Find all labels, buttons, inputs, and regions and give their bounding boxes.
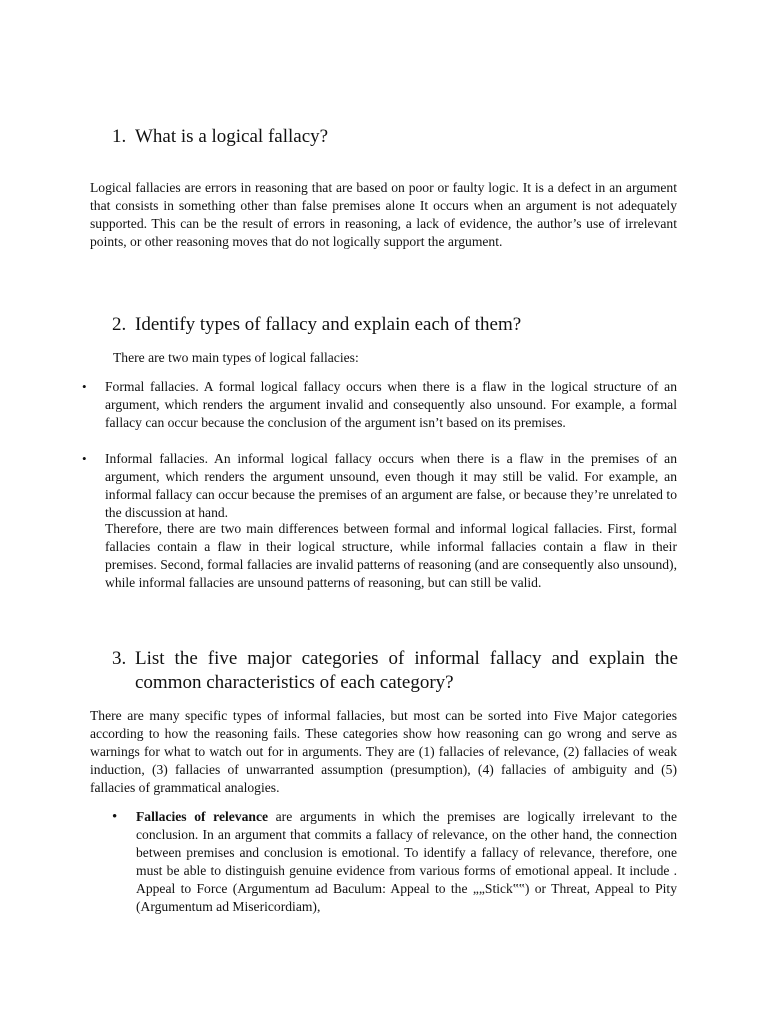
list-item-informal-fallacies: Informal fallacies. An informal logical fallacy occurs when there is a flaw in the premises of an argument, which renders the argument unsound, even though it may still be valid. For example, an informal fallacy can occur because the premises of an argument are false, or because they’re unrelated to the discussion at hand.: [105, 451, 677, 520]
bullet-marker: •: [82, 379, 87, 394]
section-2-heading: [112, 313, 682, 337]
section-1-heading: [112, 125, 682, 149]
fallacies-of-relevance-description: are arguments in which the premises are logically irrelevant to the conclusion. In an argument that commits a fallacy of relevance, on the other hand, the connection between premises and conclusion is emotional. To identify a fallacy of relevance, therefore, one must be able to distinguish genuine evidence from various forms of emotional appeal. It include . Appeal to Force (Argumentum ad Baculum: Appeal to the „„Stick‟‟) or Threat, Appeal to Pity (Argumentum ad Misericordiam),: [136, 809, 677, 914]
bullet-marker: •: [112, 809, 118, 825]
section-1-title: What is a logical fallacy?: [135, 126, 329, 147]
list-item-formal-fallacies: Formal fallacies. A formal logical fallacy occurs when there is a flaw in the logical structure of an argument, which renders the argument invalid and consequently also unsound. For example, a formal fallacy can occur because the conclusion of the argument isn’t based on its premises.: [105, 379, 677, 430]
section-1-body: Logical fallacies are errors in reasoning that are based on poor or faulty logic. It is a defect in an argument that consists in something other than false premises alone It occurs when an argument is not adequately supported. This can be the result of errors in reasoning, a lack of evidence, the author’s use of irrelevant points, or other reasoning moves that do not logically support the argument.: [90, 180, 677, 249]
list-item-fallacies-of-relevance: [136, 808, 677, 916]
bullet-marker: •: [82, 451, 87, 466]
section-2-conclusion: Therefore, there are two main differences between formal and informal logical fallacies. First, formal fallacies contain a flaw in their logical structure, while informal fallacies contain a flaw in their premises. Second, formal fallacies are invalid patterns of reasoning (and are consequently also unsound), while informal fallacies are unsound patterns of reasoning, but can still be valid.: [105, 521, 677, 590]
section-2-number: 2.: [112, 314, 127, 335]
section-3-number: 3.: [112, 648, 127, 669]
section-2-title: Identify types of fallacy and explain each of them?: [135, 314, 522, 335]
section-3-body: There are many specific types of informal fallacies, but most can be sorted into Five Major categories according to how the reasoning fails. These categories show how reasoning can go wrong and serve as warnings for what to watch out for in arguments. They are (1) fallacies of relevance, (2) fallacies of weak induction, (3) fallacies of unwarranted assumption (presumption), (4) fallacies of ambiguity and (5) fallacies of grammatical analogies.: [90, 708, 677, 795]
section-3-title: List the five major categories of informal fallacy and explain the common characteristics of each category?: [135, 648, 678, 693]
section-1-number: 1.: [112, 126, 127, 147]
section-3-heading: [112, 647, 678, 695]
term-fallacies-of-relevance: Fallacies of relevance: [136, 809, 269, 824]
section-2-intro: There are two main types of logical fallacies:: [113, 350, 359, 365]
